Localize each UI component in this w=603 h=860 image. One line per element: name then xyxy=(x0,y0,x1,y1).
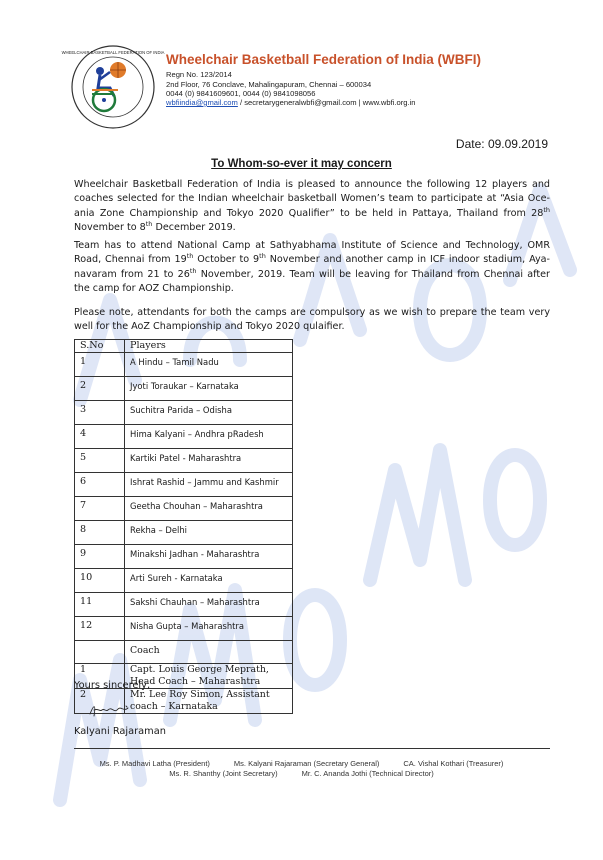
table-row: 7 Geetha Chouhan – Maharashtra xyxy=(75,497,293,521)
email-secondary-and-website: / secretarygeneralwbfi@gmail.com | www.wbfi.org.in xyxy=(237,98,416,107)
signer-name: Kalyani Rajaraman xyxy=(74,726,166,737)
column-header-sno: S.No xyxy=(75,340,125,353)
footer-office-bearers-row-2: Ms. R. Shanthy (Joint Secretary) Mr. C. Ananda Jothi (Technical Director) xyxy=(169,769,434,778)
org-contact-line xyxy=(166,98,416,107)
table-row: 12 Nisha Gupta – Maharashtra xyxy=(75,617,293,641)
org-name: Wheelchair Basketball Federation of India (WBFI) xyxy=(166,52,482,67)
paragraph-camps: Team has to attend National Camp at Sathyabhama Institute of Science and Technology, OMR Road, Chennai from 19th October to 9th November and another camp in ICF indoor stadium, Aya-navaram from 21 to 26th November, 2019. Team will be leaving for Thailand from Chennai after the camp for AOZ Championship. xyxy=(74,240,550,294)
table-row: 8 Rekha – Delhi xyxy=(75,521,293,545)
table-row: 1 Capt. Louis George Meprath, Head Coach – Maharashtra xyxy=(75,664,293,689)
table-row: 10 Arti Sureh - Karnataka xyxy=(75,569,293,593)
table-row: 1 A Hindu – Tamil Nadu xyxy=(75,353,293,377)
org-phones: 0044 (0) 9841609601, 0044 (0) 9841098056 xyxy=(166,89,316,98)
paragraph-announcement: Wheelchair Basketball Federation of India is pleased to announce the following 12 players and coaches selected for the Indian wheelchair basketball Women’s team to participate at “Asia Oce-ania Zone Championship and Tokyo 2020 Qualifier” to be held in Pattaya, Thailand from 28th November to 8th December 2019. xyxy=(74,179,550,233)
players-table xyxy=(74,339,293,714)
table-row: 11 Sakshi Chauhan – Maharashtra xyxy=(75,593,293,617)
table-row: 2 Jyoti Toraukar – Karnataka xyxy=(75,377,293,401)
wbfi-logo xyxy=(61,44,165,130)
letter-date: Date: 09.09.2019 xyxy=(455,137,548,151)
coach-heading: Coach xyxy=(125,641,293,664)
footer-divider xyxy=(74,748,550,749)
svg-text:WHEELCHAIR BASKETBALL FEDERATI: WHEELCHAIR BASKETBALL FEDERATION OF INDIA xyxy=(61,50,165,55)
table-row: 9 Minakshi Jadhan - Maharashtra xyxy=(75,545,293,569)
paragraph-note: Please note, attendants for both the camps are compulsory as we wish to prepare the team very well for the AoZ Championship and Tokyo 2020 qulaifier. xyxy=(74,307,550,333)
table-row: 4 Hima Kalyani – Andhra pRadesh xyxy=(75,425,293,449)
coach-heading-row xyxy=(75,641,293,664)
table-row: 5 Kartiki Patel - Maharashtra xyxy=(75,449,293,473)
email-link[interactable]: wbfiindia@gmail.com xyxy=(166,98,238,107)
closing-salutation: Yours sincerely, xyxy=(74,680,151,691)
table-row: 6 Ishrat Rashid – Jammu and Kashmir xyxy=(75,473,293,497)
org-address: 2nd Floor, 76 Conclave, Mahalingapuram, Chennai – 600034 xyxy=(166,80,372,89)
registration-number: Regn No. 123/2014 xyxy=(166,70,232,79)
table-row: 2 Mr. Lee Roy Simon, Assistant coach – Karnataka xyxy=(75,689,293,714)
column-header-players: Players xyxy=(125,340,293,353)
table-header-row xyxy=(75,340,293,353)
footer-office-bearers-row-1: Ms. P. Madhavi Latha (President) Ms. Kalyani Rajaraman (Secretary General) CA. Vishal Kothari (Treasurer) xyxy=(99,759,504,768)
signature xyxy=(88,700,134,722)
table-row: 3 Suchitra Parida – Odisha xyxy=(75,401,293,425)
letter-subject: To Whom-so-ever it may concern xyxy=(211,158,392,170)
